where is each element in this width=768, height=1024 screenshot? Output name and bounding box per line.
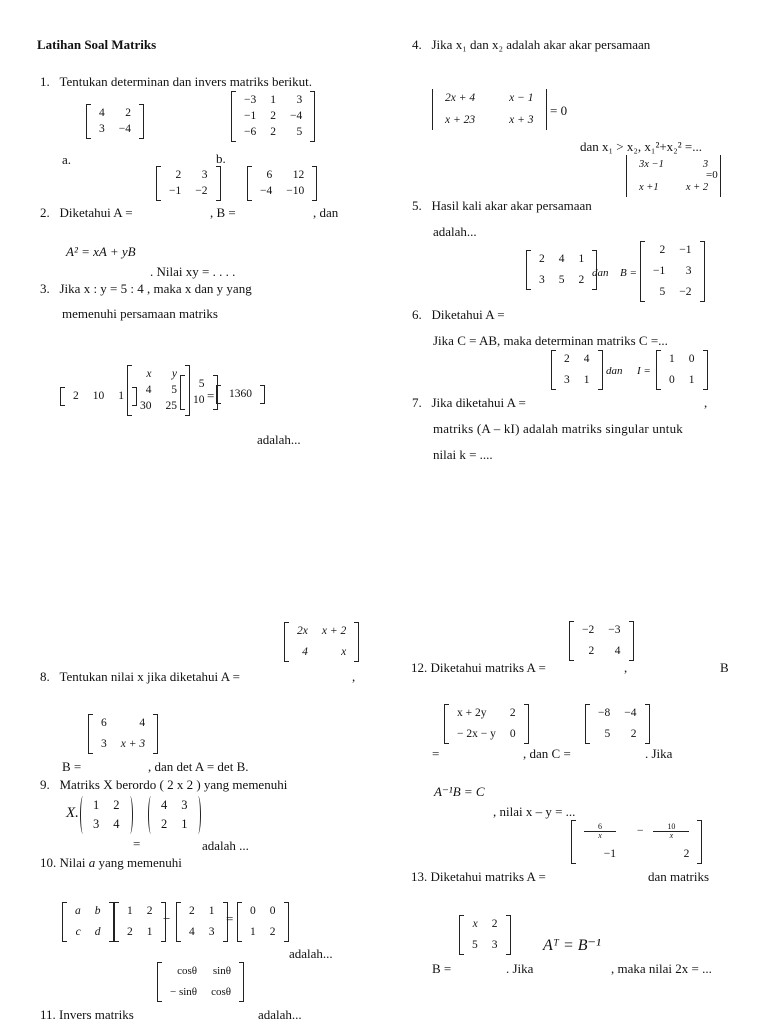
q12-matrix-c: −8 −4 5 2 [585, 704, 650, 744]
q12-matrix-a: −2 −3 2 4 [569, 621, 634, 661]
q4-determinant: 2x + 4 x − 1 x + 23 x + 3 [432, 89, 547, 130]
q5-dan: dan [592, 267, 609, 279]
q9-eq: = [133, 836, 141, 851]
q1-b-label: b. [216, 151, 226, 166]
q10-text: 10. Nilai a yang memenuhi [40, 855, 182, 870]
q4-determinant-2: 3x −1 3 x +1 x + 2 [626, 155, 721, 197]
q6-matrix-a: 2 4 3 1 [551, 350, 603, 390]
q8-matrix-b: 6 4 3 x + 3 [88, 714, 158, 754]
q1-matrix-b: −3 1 3 −1 2 −4 −6 2 5 [231, 91, 315, 142]
q9-text: 9. Matriks X berordo ( 2 x 2 ) yang memenuhi [40, 777, 288, 792]
page-title: Latihan Soal Matriks [37, 37, 157, 52]
q5-tail: adalah... [433, 224, 477, 239]
q12-b-label: B [720, 660, 729, 675]
q13-matrix-b: x 2 5 3 [459, 915, 511, 955]
q9-matrix-1: 1 2 3 4 [80, 796, 133, 834]
q7-line2: matriks (A – kI) adalah matriks singular untuk [433, 421, 684, 436]
q2-matrix-a: 2 3 −1 −2 [156, 166, 221, 201]
q6-dan: dan [606, 365, 623, 377]
q13-dan: dan matriks [648, 869, 710, 884]
q7-comma: , [704, 395, 708, 410]
q13-tail: , maka nilai 2x = ... [611, 961, 712, 976]
q3-line2: memenuhi persamaan matriks [62, 306, 218, 321]
q10-matrix-4: 0 0 1 2 [237, 902, 289, 942]
q11-matrix: cosθ sinθ − sinθ cosθ [157, 962, 244, 1002]
q9-x: X. [66, 805, 79, 821]
q10-matrix-3: 2 1 4 3 [176, 902, 228, 942]
q2-tail: . Nilai xy = . . . . [150, 264, 236, 279]
q13-b-label: B = [432, 961, 452, 976]
q10-eq: = [226, 911, 234, 926]
q3-row-vector: 2 10 1 [60, 387, 137, 406]
q5-matrix-a: 2 4 1 3 5 2 [526, 250, 597, 290]
q3-equals: = [207, 388, 215, 403]
q6-text: 6. Diketahui A = [412, 307, 505, 322]
q13-matrix-a: $\frac{6}{x}$ − $\frac{10}{x}$ −1 2 [571, 820, 702, 864]
q10-matrix-1: a b c d [62, 902, 114, 942]
q2-text-c: , dan [313, 205, 339, 220]
q2-equation: A² = xA + yB [66, 244, 136, 259]
q8-comma: , [352, 669, 356, 684]
q12-text: 12. Diketahui matriks A = [411, 660, 546, 675]
q7-text: 7. Jika diketahui A = [412, 395, 526, 410]
q12-jika: . Jika [645, 746, 673, 761]
q12-c-text: , dan C = [523, 746, 571, 761]
q2-matrix-b: 6 12 −4 −10 [247, 166, 317, 201]
q10-minus: − [163, 911, 171, 926]
q2-text-a: 2. Diketahui A = [40, 205, 133, 220]
q3-column-vector: 5 10 [180, 375, 218, 410]
q13-fraction-1: $\frac{6}{x}$ [584, 823, 616, 840]
q9-tail: adalah ... [202, 838, 249, 853]
q8-b-label: B = [62, 759, 82, 774]
q4-text: 4. Jika x₁ dan x₂ adalah akar akar persamaan [412, 37, 651, 52]
q3-matrix: x y 4 5 30 25 [127, 365, 190, 416]
q8-tail: , dan det A = det B. [148, 759, 249, 774]
q1-matrix-a: 4 2 3 −4 [86, 104, 144, 139]
q3-tail: adalah... [257, 432, 301, 447]
q10-tail: adalah... [289, 946, 333, 961]
q11-tail: adalah... [258, 1007, 302, 1022]
q6-i-label: I = [637, 365, 651, 377]
q11-text: 11. Invers matriks [40, 1007, 134, 1022]
q13-text: 13. Diketahui matriks A = [411, 869, 546, 884]
q9-matrix-2: 4 3 2 1 [148, 796, 201, 834]
q4-condition: dan x₁ > x₂, x₁²+x₂² =... [580, 139, 702, 154]
q1-a-label: a. [62, 152, 72, 167]
q8-text: 8. Tentukan nilai x jika diketahui A = [40, 669, 240, 684]
q3-line1: 3. Jika x : y = 5 : 4 , maka x dan y yang [40, 281, 252, 296]
q5-text: 5. Hasil kali akar akar persamaan [412, 198, 592, 213]
q3-result: 1360 [216, 385, 265, 404]
q4-eq: = 0 [550, 103, 568, 118]
q4-eq-2: =0 [706, 169, 718, 181]
q10-matrix-2: 1 2 2 1 [114, 902, 166, 942]
q13-equation: Aᵀ = B⁻¹ [543, 937, 601, 954]
q6-line2: Jika C = AB, maka determinan matriks C =... [433, 333, 668, 348]
q5-b-label: B = [620, 267, 637, 279]
q5-matrix-b: 2 −1 −1 3 5 −2 [640, 241, 705, 302]
q8-matrix-a: 2x x + 2 4 x [284, 622, 359, 662]
q7-line3: nilai k = .... [433, 447, 493, 462]
q13-jika: . Jika [506, 961, 534, 976]
q2-text-b: , B = [210, 205, 236, 220]
q12-tail: , nilai x – y = ... [493, 804, 576, 819]
q12-equation: A⁻¹B = C [434, 784, 485, 799]
q12-comma: , [624, 660, 628, 675]
q12-matrix-b: x + 2y 2 − 2x − y 0 [444, 704, 529, 744]
q13-fraction-2: $\frac{10}{x}$ [653, 823, 689, 840]
q6-identity-matrix: 1 0 0 1 [656, 350, 708, 390]
q12-eq-lead: = [432, 746, 440, 761]
q1-text: 1. Tentukan determinan dan invers matriks berikut. [40, 74, 313, 89]
